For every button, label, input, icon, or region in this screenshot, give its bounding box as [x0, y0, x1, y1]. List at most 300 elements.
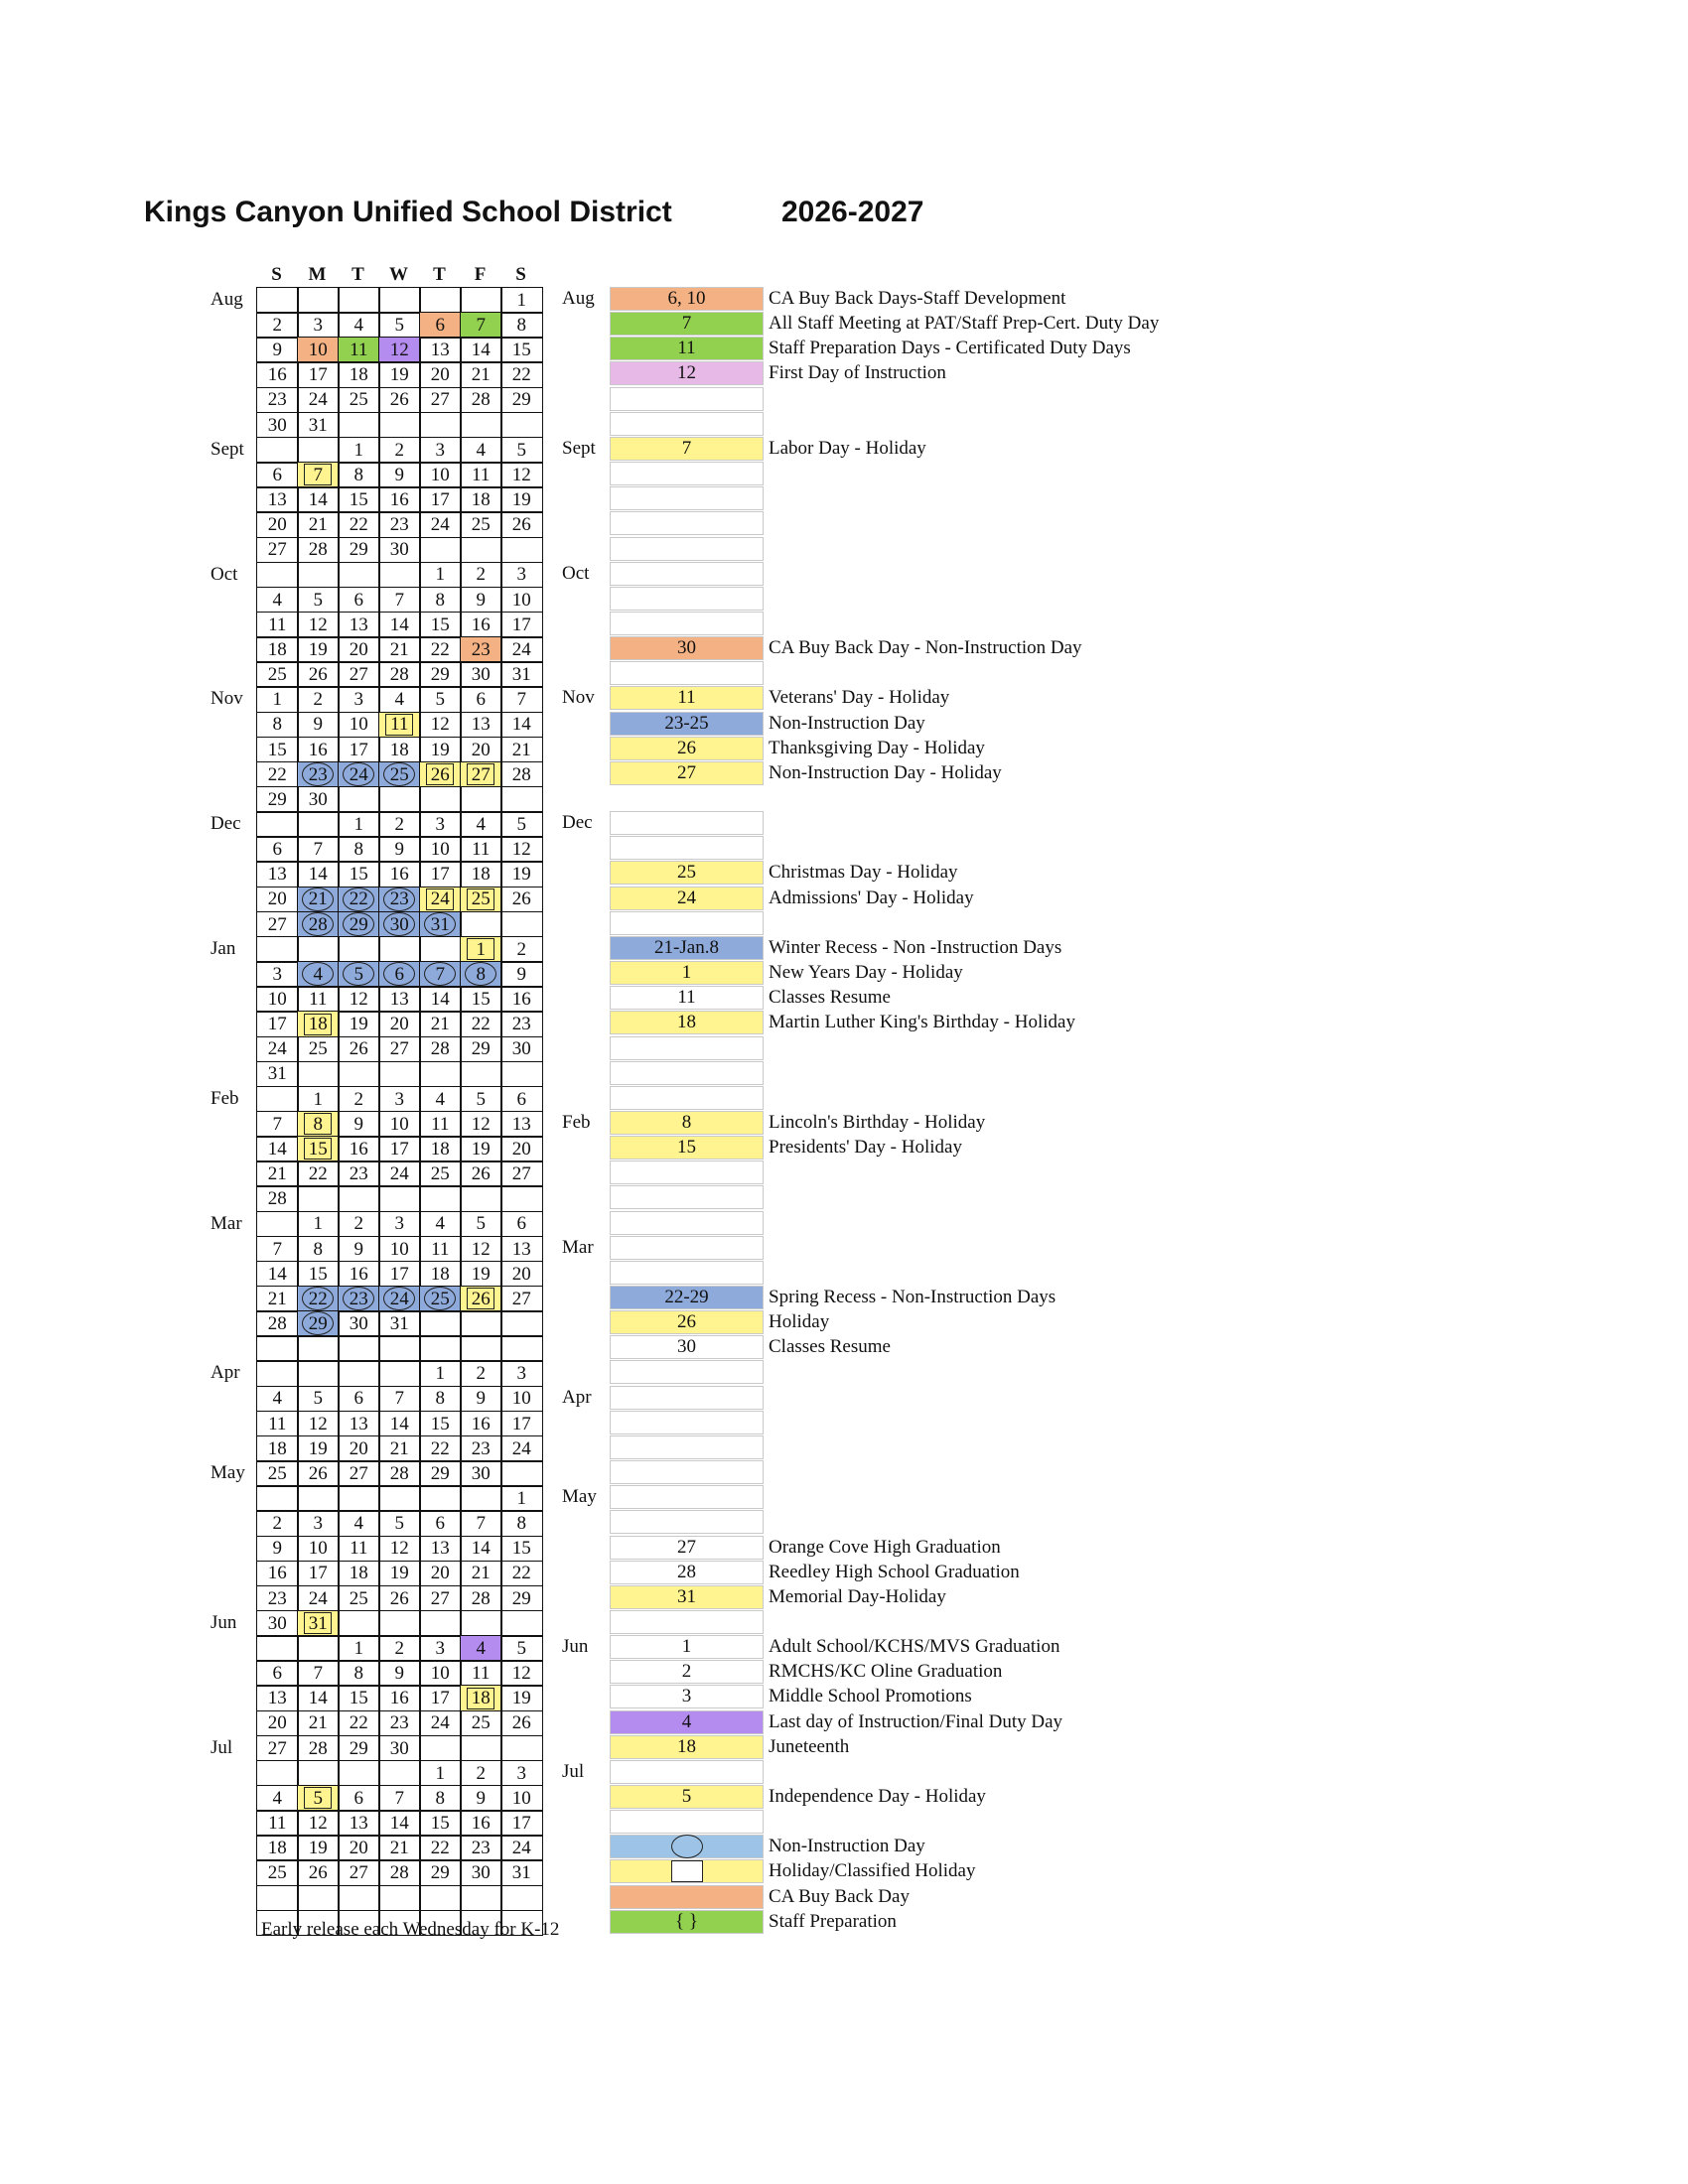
calendar-day[interactable]	[378, 1585, 421, 1612]
calendar-day[interactable]	[297, 911, 340, 938]
calendar-day[interactable]	[256, 312, 299, 339]
calendar-day[interactable]	[460, 936, 502, 963]
calendar-day[interactable]	[460, 587, 502, 614]
calendar-day[interactable]	[256, 1160, 299, 1187]
calendar-day[interactable]	[500, 761, 543, 788]
calendar-day[interactable]	[419, 387, 462, 414]
calendar-day[interactable]	[297, 1510, 340, 1537]
calendar-day[interactable]	[338, 1386, 380, 1413]
calendar-day[interactable]	[378, 537, 421, 564]
calendar-day[interactable]	[460, 1660, 502, 1687]
calendar-day[interactable]	[338, 337, 380, 363]
calendar-day[interactable]	[419, 1386, 462, 1413]
calendar-day[interactable]	[419, 1086, 462, 1113]
calendar-day[interactable]	[338, 1685, 380, 1711]
calendar-day[interactable]	[297, 887, 340, 913]
calendar-day[interactable]	[297, 636, 340, 663]
calendar-day[interactable]	[378, 1660, 421, 1687]
calendar-day[interactable]	[338, 1510, 380, 1537]
calendar-day[interactable]	[500, 1660, 543, 1687]
calendar-day[interactable]	[256, 1710, 299, 1737]
calendar-day[interactable]	[500, 312, 543, 339]
calendar-day[interactable]	[297, 1561, 340, 1587]
calendar-day[interactable]	[256, 486, 299, 513]
calendar-day[interactable]	[297, 1810, 340, 1837]
calendar-day[interactable]	[500, 1510, 543, 1537]
calendar-day[interactable]	[338, 712, 380, 739]
calendar-day[interactable]	[338, 836, 380, 863]
calendar-day[interactable]	[500, 1835, 543, 1861]
calendar-day[interactable]	[338, 1585, 380, 1612]
calendar-day[interactable]	[297, 612, 340, 638]
calendar-day[interactable]	[500, 1236, 543, 1263]
calendar-day[interactable]	[297, 486, 340, 513]
calendar-day[interactable]	[256, 1286, 299, 1312]
calendar-day[interactable]	[500, 737, 543, 763]
calendar-day[interactable]	[460, 961, 502, 988]
calendar-day[interactable]	[256, 337, 299, 363]
calendar-day[interactable]	[460, 1286, 502, 1312]
calendar-day[interactable]	[419, 486, 462, 513]
calendar-day[interactable]	[256, 861, 299, 887]
calendar-day[interactable]	[419, 1536, 462, 1563]
calendar-day[interactable]	[378, 1735, 421, 1762]
calendar-day[interactable]	[256, 1061, 299, 1088]
calendar-day[interactable]	[297, 1136, 340, 1162]
calendar-day[interactable]	[460, 986, 502, 1013]
calendar-day[interactable]	[460, 1236, 502, 1263]
calendar-day[interactable]	[419, 1011, 462, 1037]
calendar-day[interactable]	[338, 811, 380, 838]
calendar-day[interactable]	[419, 1785, 462, 1812]
calendar-day[interactable]	[338, 761, 380, 788]
calendar-day[interactable]	[256, 511, 299, 538]
calendar-day[interactable]	[256, 986, 299, 1013]
calendar-day[interactable]	[500, 1635, 543, 1662]
calendar-day[interactable]	[297, 1111, 340, 1138]
calendar-day[interactable]	[419, 1835, 462, 1861]
calendar-day[interactable]	[256, 1810, 299, 1837]
calendar-day[interactable]	[460, 312, 502, 339]
calendar-day[interactable]	[338, 1086, 380, 1113]
calendar-day[interactable]	[500, 1859, 543, 1886]
calendar-day[interactable]	[256, 1111, 299, 1138]
calendar-day[interactable]	[500, 1785, 543, 1812]
calendar-day[interactable]	[256, 836, 299, 863]
calendar-day[interactable]	[460, 1435, 502, 1462]
calendar-day[interactable]	[256, 1660, 299, 1687]
calendar-day[interactable]	[338, 961, 380, 988]
calendar-day[interactable]	[378, 1435, 421, 1462]
calendar-day[interactable]	[419, 836, 462, 863]
calendar-day[interactable]	[500, 712, 543, 739]
calendar-day[interactable]	[378, 737, 421, 763]
calendar-day[interactable]	[378, 1859, 421, 1886]
calendar-day[interactable]	[338, 1160, 380, 1187]
calendar-day[interactable]	[500, 861, 543, 887]
calendar-day[interactable]	[256, 712, 299, 739]
calendar-day[interactable]	[378, 1810, 421, 1837]
calendar-day[interactable]	[378, 811, 421, 838]
calendar-day[interactable]	[297, 761, 340, 788]
calendar-day[interactable]	[419, 911, 462, 938]
calendar-day[interactable]	[338, 1211, 380, 1238]
calendar-day[interactable]	[500, 562, 543, 589]
calendar-day[interactable]	[500, 1211, 543, 1238]
calendar-day[interactable]	[419, 1859, 462, 1886]
calendar-day[interactable]	[378, 961, 421, 988]
calendar-day[interactable]	[500, 1485, 543, 1512]
calendar-day[interactable]	[500, 686, 543, 713]
calendar-day[interactable]	[460, 437, 502, 464]
calendar-day[interactable]	[338, 1310, 380, 1337]
calendar-day[interactable]	[460, 712, 502, 739]
calendar-day[interactable]	[297, 986, 340, 1013]
calendar-day[interactable]	[460, 1086, 502, 1113]
calendar-day[interactable]	[256, 737, 299, 763]
calendar-day[interactable]	[338, 1810, 380, 1837]
calendar-day[interactable]	[460, 1635, 502, 1662]
calendar-day[interactable]	[378, 1510, 421, 1537]
calendar-day[interactable]	[419, 1585, 462, 1612]
calendar-day[interactable]	[460, 1510, 502, 1537]
calendar-day[interactable]	[256, 1136, 299, 1162]
calendar-day[interactable]	[460, 811, 502, 838]
calendar-day[interactable]	[500, 936, 543, 963]
calendar-day[interactable]	[419, 511, 462, 538]
calendar-day[interactable]	[419, 986, 462, 1013]
calendar-day[interactable]	[460, 1111, 502, 1138]
calendar-day[interactable]	[500, 1810, 543, 1837]
calendar-day[interactable]	[460, 1785, 502, 1812]
calendar-day[interactable]	[338, 661, 380, 688]
calendar-day[interactable]	[419, 1160, 462, 1187]
calendar-day[interactable]	[500, 636, 543, 663]
calendar-day[interactable]	[460, 1859, 502, 1886]
calendar-day[interactable]	[378, 1635, 421, 1662]
calendar-day[interactable]	[500, 387, 543, 414]
calendar-day[interactable]	[338, 361, 380, 388]
calendar-day[interactable]	[500, 1760, 543, 1787]
calendar-day[interactable]	[460, 562, 502, 589]
calendar-day[interactable]	[378, 661, 421, 688]
calendar-day[interactable]	[419, 961, 462, 988]
calendar-day[interactable]	[256, 462, 299, 488]
calendar-day[interactable]	[338, 686, 380, 713]
calendar-day[interactable]	[460, 1536, 502, 1563]
calendar-day[interactable]	[500, 1360, 543, 1387]
calendar-day[interactable]	[419, 1111, 462, 1138]
calendar-day[interactable]	[378, 1086, 421, 1113]
calendar-day[interactable]	[338, 537, 380, 564]
calendar-day[interactable]	[256, 1036, 299, 1063]
calendar-day[interactable]	[338, 437, 380, 464]
calendar-day[interactable]	[500, 1286, 543, 1312]
calendar-day[interactable]	[419, 1435, 462, 1462]
calendar-day[interactable]	[460, 1561, 502, 1587]
calendar-day[interactable]	[256, 786, 299, 813]
calendar-day[interactable]	[419, 312, 462, 339]
calendar-day[interactable]	[419, 1261, 462, 1288]
calendar-day[interactable]	[500, 1011, 543, 1037]
calendar-day[interactable]	[338, 1111, 380, 1138]
calendar-day[interactable]	[460, 1386, 502, 1413]
calendar-day[interactable]	[419, 686, 462, 713]
calendar-day[interactable]	[500, 587, 543, 614]
calendar-day[interactable]	[338, 911, 380, 938]
calendar-day[interactable]	[500, 1435, 543, 1462]
calendar-day[interactable]	[460, 1810, 502, 1837]
calendar-day[interactable]	[500, 511, 543, 538]
calendar-day[interactable]	[297, 786, 340, 813]
calendar-day[interactable]	[378, 1261, 421, 1288]
calendar-day[interactable]	[500, 437, 543, 464]
calendar-day[interactable]	[297, 1211, 340, 1238]
calendar-day[interactable]	[338, 1286, 380, 1312]
calendar-day[interactable]	[419, 661, 462, 688]
calendar-day[interactable]	[419, 1236, 462, 1263]
calendar-day[interactable]	[297, 1660, 340, 1687]
calendar-day[interactable]	[460, 887, 502, 913]
calendar-day[interactable]	[460, 861, 502, 887]
calendar-day[interactable]	[419, 437, 462, 464]
calendar-day[interactable]	[338, 1710, 380, 1737]
calendar-day[interactable]	[256, 661, 299, 688]
calendar-day[interactable]	[297, 361, 340, 388]
calendar-day[interactable]	[378, 1211, 421, 1238]
calendar-day[interactable]	[297, 661, 340, 688]
calendar-day[interactable]	[297, 1411, 340, 1437]
calendar-day[interactable]	[460, 836, 502, 863]
calendar-day[interactable]	[338, 887, 380, 913]
calendar-day[interactable]	[297, 1735, 340, 1762]
calendar-day[interactable]	[378, 511, 421, 538]
calendar-day[interactable]	[419, 1660, 462, 1687]
calendar-day[interactable]	[500, 986, 543, 1013]
calendar-day[interactable]	[338, 1011, 380, 1037]
calendar-day[interactable]	[460, 462, 502, 488]
calendar-day[interactable]	[500, 1136, 543, 1162]
calendar-day[interactable]	[297, 1435, 340, 1462]
calendar-day[interactable]	[378, 486, 421, 513]
calendar-day[interactable]	[378, 1561, 421, 1587]
calendar-day[interactable]	[419, 1411, 462, 1437]
calendar-day[interactable]	[500, 1685, 543, 1711]
calendar-day[interactable]	[297, 1086, 340, 1113]
calendar-day[interactable]	[500, 1111, 543, 1138]
calendar-day[interactable]	[256, 1835, 299, 1861]
calendar-day[interactable]	[378, 1536, 421, 1563]
calendar-day[interactable]	[256, 1510, 299, 1537]
calendar-day[interactable]	[419, 1036, 462, 1063]
calendar-day[interactable]	[378, 1835, 421, 1861]
calendar-day[interactable]	[500, 1710, 543, 1737]
calendar-day[interactable]	[500, 1561, 543, 1587]
calendar-day[interactable]	[500, 1411, 543, 1437]
calendar-day[interactable]	[297, 1036, 340, 1063]
calendar-day[interactable]	[256, 1261, 299, 1288]
calendar-day[interactable]	[297, 511, 340, 538]
calendar-day[interactable]	[460, 1835, 502, 1861]
calendar-day[interactable]	[500, 337, 543, 363]
calendar-day[interactable]	[256, 961, 299, 988]
calendar-day[interactable]	[256, 911, 299, 938]
calendar-day[interactable]	[419, 1136, 462, 1162]
calendar-day[interactable]	[338, 1835, 380, 1861]
calendar-day[interactable]	[500, 1386, 543, 1413]
calendar-day[interactable]	[256, 1011, 299, 1037]
calendar-day[interactable]	[338, 1435, 380, 1462]
calendar-day[interactable]	[378, 836, 421, 863]
calendar-day[interactable]	[378, 587, 421, 614]
calendar-day[interactable]	[297, 836, 340, 863]
calendar-day[interactable]	[460, 661, 502, 688]
calendar-day[interactable]	[338, 312, 380, 339]
calendar-day[interactable]	[256, 636, 299, 663]
calendar-day[interactable]	[378, 1460, 421, 1487]
calendar-day[interactable]	[460, 337, 502, 363]
calendar-day[interactable]	[297, 337, 340, 363]
calendar-day[interactable]	[297, 1785, 340, 1812]
calendar-day[interactable]	[338, 1735, 380, 1762]
calendar-day[interactable]	[297, 462, 340, 488]
calendar-day[interactable]	[460, 1261, 502, 1288]
calendar-day[interactable]	[297, 387, 340, 414]
calendar-day[interactable]	[297, 1859, 340, 1886]
calendar-day[interactable]	[297, 1710, 340, 1737]
calendar-day[interactable]	[297, 686, 340, 713]
calendar-day[interactable]	[297, 1236, 340, 1263]
calendar-day[interactable]	[419, 612, 462, 638]
calendar-day[interactable]	[338, 1785, 380, 1812]
calendar-day[interactable]	[338, 1536, 380, 1563]
calendar-day[interactable]	[297, 1286, 340, 1312]
calendar-day[interactable]	[460, 686, 502, 713]
calendar-day[interactable]	[297, 1310, 340, 1337]
calendar-day[interactable]	[419, 337, 462, 363]
calendar-day[interactable]	[419, 712, 462, 739]
calendar-day[interactable]	[500, 1160, 543, 1187]
calendar-day[interactable]	[338, 1236, 380, 1263]
calendar-day[interactable]	[419, 1685, 462, 1711]
calendar-day[interactable]	[378, 1236, 421, 1263]
calendar-day[interactable]	[338, 587, 380, 614]
calendar-day[interactable]	[378, 1411, 421, 1437]
calendar-day[interactable]	[460, 1360, 502, 1387]
calendar-day[interactable]	[419, 1211, 462, 1238]
calendar-day[interactable]	[460, 1411, 502, 1437]
calendar-day[interactable]	[378, 1111, 421, 1138]
calendar-day[interactable]	[460, 1160, 502, 1187]
calendar-day[interactable]	[460, 1685, 502, 1711]
calendar-day[interactable]	[500, 836, 543, 863]
calendar-day[interactable]	[256, 1685, 299, 1711]
calendar-day[interactable]	[297, 1460, 340, 1487]
calendar-day[interactable]	[256, 686, 299, 713]
calendar-day[interactable]	[338, 737, 380, 763]
calendar-day[interactable]	[256, 1310, 299, 1337]
calendar-day[interactable]	[419, 1561, 462, 1587]
calendar-day[interactable]	[338, 387, 380, 414]
calendar-day[interactable]	[297, 1536, 340, 1563]
calendar-day[interactable]	[338, 1036, 380, 1063]
calendar-day[interactable]	[419, 636, 462, 663]
calendar-day[interactable]	[419, 1635, 462, 1662]
calendar-day[interactable]	[378, 1136, 421, 1162]
calendar-day[interactable]	[338, 986, 380, 1013]
calendar-day[interactable]	[378, 437, 421, 464]
calendar-day[interactable]	[378, 1286, 421, 1312]
calendar-day[interactable]	[256, 1411, 299, 1437]
calendar-day[interactable]	[338, 1136, 380, 1162]
calendar-day[interactable]	[256, 387, 299, 414]
calendar-day[interactable]	[256, 761, 299, 788]
calendar-day[interactable]	[500, 1086, 543, 1113]
calendar-day[interactable]	[256, 1610, 299, 1637]
calendar-day[interactable]	[460, 387, 502, 414]
calendar-day[interactable]	[297, 1835, 340, 1861]
calendar-day[interactable]	[256, 587, 299, 614]
calendar-day[interactable]	[378, 1310, 421, 1337]
calendar-day[interactable]	[256, 412, 299, 439]
calendar-day[interactable]	[460, 1211, 502, 1238]
calendar-day[interactable]	[378, 1011, 421, 1037]
calendar-day[interactable]	[500, 287, 543, 314]
calendar-day[interactable]	[256, 1236, 299, 1263]
calendar-day[interactable]	[419, 562, 462, 589]
calendar-day[interactable]	[460, 1760, 502, 1787]
calendar-day[interactable]	[460, 761, 502, 788]
calendar-day[interactable]	[419, 737, 462, 763]
calendar-day[interactable]	[338, 511, 380, 538]
calendar-day[interactable]	[256, 537, 299, 564]
calendar-day[interactable]	[419, 361, 462, 388]
calendar-day[interactable]	[460, 361, 502, 388]
calendar-day[interactable]	[460, 737, 502, 763]
calendar-day[interactable]	[419, 811, 462, 838]
calendar-day[interactable]	[500, 1036, 543, 1063]
calendar-day[interactable]	[256, 1536, 299, 1563]
calendar-day[interactable]	[256, 1735, 299, 1762]
calendar-day[interactable]	[297, 587, 340, 614]
calendar-day[interactable]	[338, 462, 380, 488]
calendar-day[interactable]	[297, 861, 340, 887]
calendar-day[interactable]	[338, 486, 380, 513]
calendar-day[interactable]	[419, 1760, 462, 1787]
calendar-day[interactable]	[378, 337, 421, 363]
calendar-day[interactable]	[256, 1585, 299, 1612]
calendar-day[interactable]	[297, 1585, 340, 1612]
calendar-day[interactable]	[378, 1685, 421, 1711]
calendar-day[interactable]	[256, 612, 299, 638]
calendar-day[interactable]	[256, 887, 299, 913]
calendar-day[interactable]	[256, 1435, 299, 1462]
calendar-day[interactable]	[378, 911, 421, 938]
calendar-day[interactable]	[500, 1536, 543, 1563]
calendar-day[interactable]	[338, 1561, 380, 1587]
calendar-day[interactable]	[378, 1785, 421, 1812]
calendar-day[interactable]	[500, 1261, 543, 1288]
calendar-day[interactable]	[500, 462, 543, 488]
calendar-day[interactable]	[378, 636, 421, 663]
calendar-day[interactable]	[378, 462, 421, 488]
calendar-day[interactable]	[297, 737, 340, 763]
calendar-day[interactable]	[297, 1160, 340, 1187]
calendar-day[interactable]	[500, 661, 543, 688]
calendar-day[interactable]	[378, 361, 421, 388]
calendar-day[interactable]	[419, 587, 462, 614]
calendar-day[interactable]	[297, 1610, 340, 1637]
